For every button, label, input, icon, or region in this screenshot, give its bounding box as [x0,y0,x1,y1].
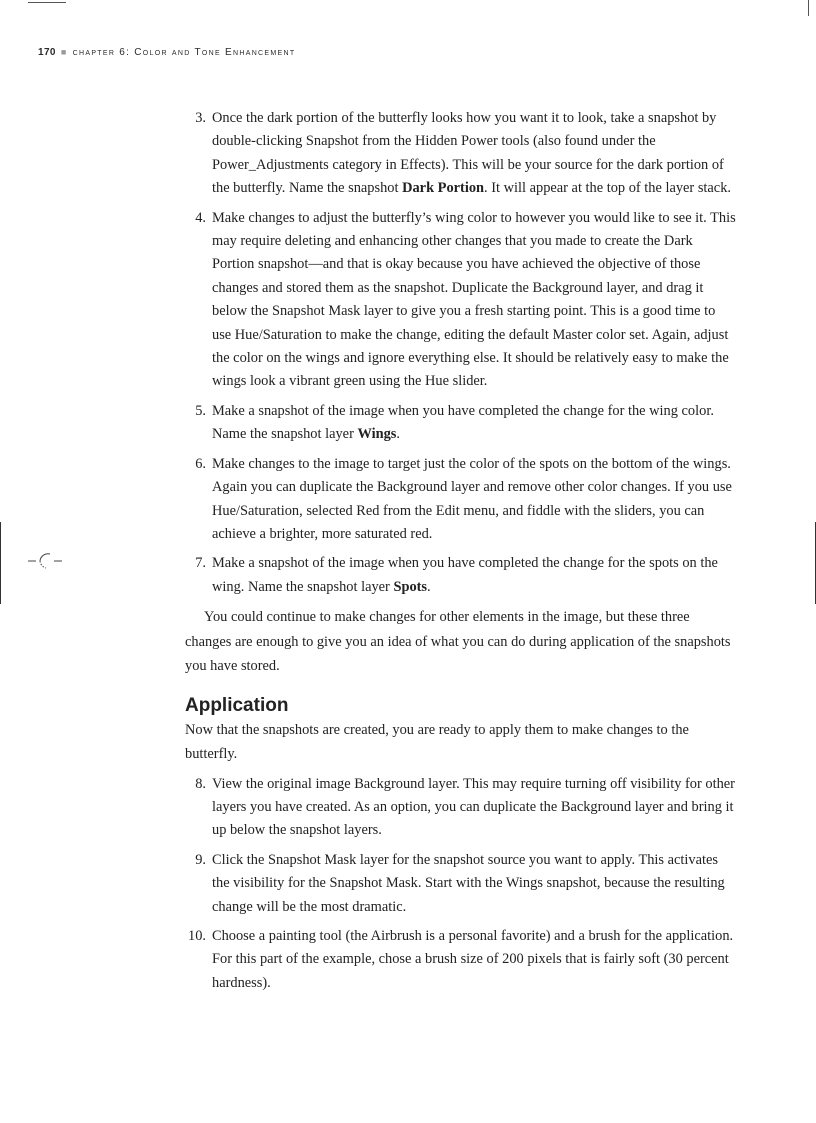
steps-list-a [185,107,737,599]
running-header [38,47,295,58]
step-text-end: . It will appear at the top of the layer stack. [484,180,731,197]
step-text: Choose a painting tool (the Airbrush is a personal favorite) and a brush for the application. For this part of the example, chose a brush size of 200 pixels that is fairly soft (30 percent hardness). [212,928,734,991]
body-paragraph: You could continue to make changes for other elements in the image, but these three changes are enough to give you an idea of what you can do during application of the snapshots you have stored. [185,609,731,675]
header-separator: ■ [60,47,68,57]
step-text-end: . [427,578,431,595]
section-heading: Application [185,694,289,716]
step-text: Once the dark portion of the butterfly looks how you want it to look, take a snapshot by double-clicking Snapshot from the Hidden Power tools (also found under the Power_Adjustments category in Effects). This will be your source for the dark portion of the butterfly. Name the snapshot [212,110,724,197]
list-item [185,107,737,201]
step-text: Make a snapshot of the image when you have completed the change for the spots on the wing. Name the snapshot layer [212,555,718,595]
step-number: 8. [195,775,206,792]
page-number: 170 [38,47,56,58]
step-number: 9. [195,851,206,868]
steps-list-b [185,773,737,996]
list-item [185,400,737,447]
step-bold-term: Wings [357,426,397,443]
list-item [185,849,737,919]
step-text: Make changes to the image to target just the color of the spots on the bottom of the wings. Again you can duplicate the Background layer and remove other color changes. If you use Hue/Saturation, selected Red from the Edit menu, and fiddle with the sliders, you can achieve a brighter, more saturated red. [212,455,732,542]
step-text: Click the Snapshot Mask layer for the snapshot source you want to apply. This activates the visibility for the Snapshot Mask. Start with the Wings snapshot, because the resulting change will be the most dramatic. [212,851,725,915]
step-number: 4. [195,209,206,226]
step-text: View the original image Background layer. This may require turning off visibility for other layers you have created. As an option, you can duplicate the Background layer and bring it up below the snapshot layers. [212,775,735,839]
step-number: 6. [195,455,206,472]
step-number: 3. [195,110,206,126]
page-edge-left [0,522,1,604]
crop-mark-right [808,0,809,16]
list-item [185,552,737,599]
step-bold-term: Spots [393,578,428,595]
step-number: 7. [195,555,206,572]
list-item [185,773,737,843]
step-number: 10. [188,928,206,945]
list-item [185,207,737,394]
chapter-title: chapter 6: Color and Tone Enhancement [72,47,296,58]
step-number: 5. [195,402,206,419]
step-bold-term: Dark Portion [402,180,485,197]
step-text-end: . [396,426,401,443]
list-item [185,925,737,995]
crop-mark-top [28,2,66,3]
list-item [185,453,737,547]
section-intro-paragraph: Now that the snapshots are created, you are ready to apply them to make changes to the butterfly. [185,721,689,763]
step-text: Make changes to adjust the butterfly’s wing color to however you would like to see it. This may require deleting and enhancing other changes that you made to create the Dark Portion snapshot—and that is okay because you have achieved the objective of those changes and stored them as the snapshot. Duplicate the Background layer, and drag it below the Snapshot Mask layer to give you a fresh starting point. This is a good time to use Hue/Saturation to make the change, editing the default Master color set. Again, adjust the color on the wings and ignore everything else. It should be relatively easy to make the wings look a vibrant green using the Hue slider. [212,209,736,390]
body-text [185,107,737,1001]
step-text: Make a snapshot of the image when you have completed the change for the wing color. Name the snapshot layer [212,402,714,443]
registration-mark-icon [26,550,70,572]
